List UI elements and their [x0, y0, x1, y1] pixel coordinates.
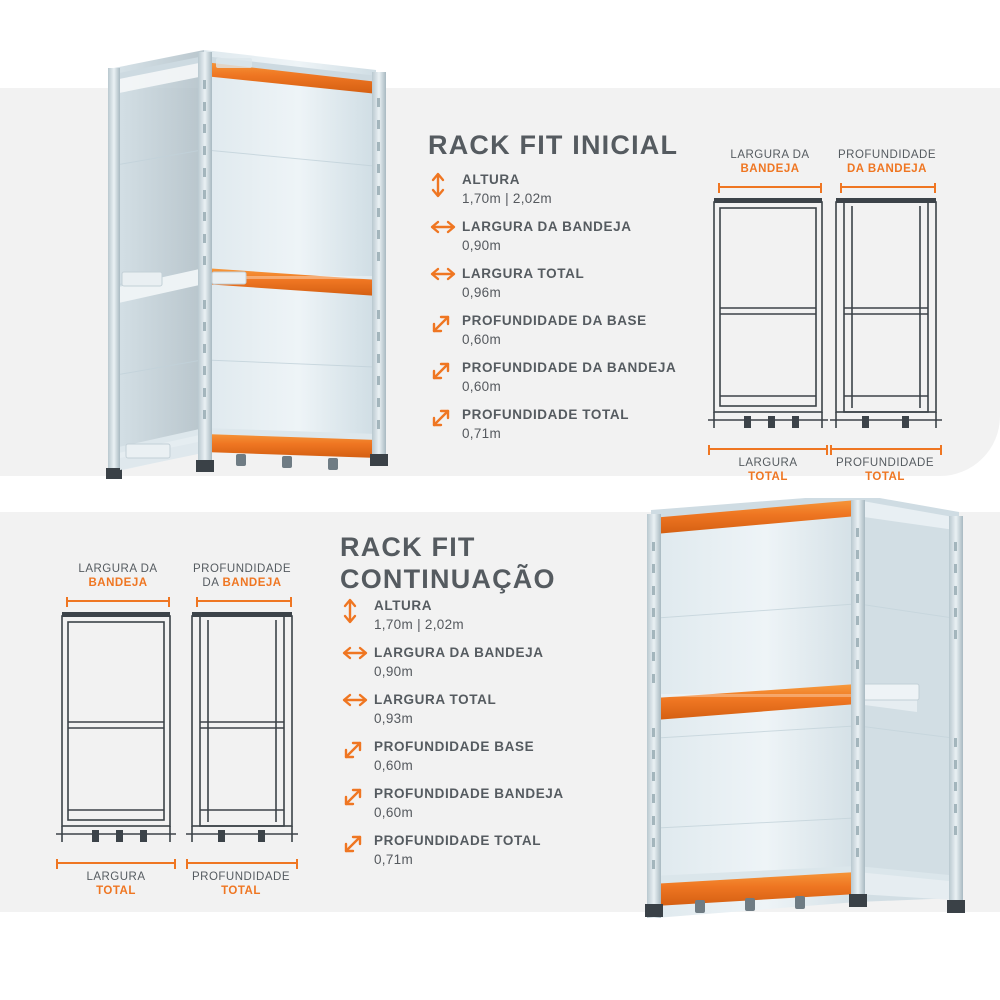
arrow-horizontal-icon — [342, 692, 368, 710]
spec-label: LARGURA TOTAL — [462, 266, 585, 281]
spec-row — [428, 219, 698, 253]
spec-label: PROFUNDIDADE TOTAL — [462, 407, 630, 422]
caption-line-2: TOTAL — [221, 885, 261, 898]
arrow-horizontal-icon — [430, 219, 456, 237]
arrow-diagonal-icon — [430, 360, 456, 378]
dimension-line-bottom — [708, 448, 828, 450]
caption-line-1: LARGURA — [86, 871, 146, 883]
wireframe-caption-bottom — [820, 456, 950, 485]
arrow-diagonal-icon — [430, 313, 456, 331]
wireframe-caption-top — [48, 562, 188, 591]
wireframe-caption-top — [700, 148, 840, 177]
caption-line-2: BANDEJA — [88, 577, 148, 590]
title-line-1: RACK FIT INICIAL — [428, 130, 679, 160]
front-view-drawing — [48, 610, 188, 860]
caption-line-2-wrap — [847, 163, 927, 175]
spec-value: 1,70m | 2,02m — [374, 617, 464, 632]
caption-line-1: LARGURA DA — [78, 563, 158, 575]
side-view-drawing — [822, 196, 952, 446]
arrow-up-icon — [342, 598, 368, 616]
caption-line-2: BANDEJA — [740, 163, 800, 176]
spec-label: PROFUNDIDADE DA BASE — [462, 313, 647, 328]
wireframe-caption-bottom — [48, 870, 184, 899]
page-title-inicial — [428, 130, 678, 162]
caption-line-1: PROFUNDIDADE — [835, 457, 934, 469]
arrow-up-icon — [430, 172, 456, 190]
arrow-diagonal-icon — [342, 833, 368, 851]
spec-value: 0,60m — [374, 758, 414, 773]
dimension-line-top — [196, 600, 292, 602]
side-view-drawing — [178, 610, 308, 860]
spec-list-continuacao — [340, 598, 610, 880]
arrow-horizontal-icon — [430, 266, 456, 284]
spec-row — [340, 786, 610, 820]
spec-label: ALTURA — [374, 598, 433, 613]
caption-line-2: TOTAL — [96, 885, 136, 898]
dimension-line-bottom — [186, 862, 298, 864]
spec-value: 0,90m — [374, 664, 414, 679]
spec-list-inicial — [428, 172, 698, 454]
spec-value: 0,71m — [374, 852, 414, 867]
arrow-horizontal-icon — [342, 645, 368, 663]
dimension-line-bottom — [56, 862, 176, 864]
spec-value: 0,71m — [462, 426, 502, 441]
caption-line-2: TOTAL — [865, 471, 905, 484]
caption-line-1: LARGURA — [738, 457, 798, 469]
spec-row — [340, 692, 610, 726]
spec-value: 0,96m — [462, 285, 502, 300]
spec-label: PROFUNDIDADE TOTAL — [374, 833, 542, 848]
spec-row — [340, 645, 610, 679]
caption-line-1: PROFUNDIDADE — [191, 871, 290, 883]
page-title-continuacao — [340, 532, 556, 596]
spec-row — [428, 360, 698, 394]
spec-label: PROFUNDIDADE DA BANDEJA — [462, 360, 677, 375]
caption-line-2-wrap: DA BANDEJA — [202, 577, 282, 590]
caption-line-1: LARGURA DA — [730, 149, 810, 161]
dimension-line-bottom — [830, 448, 942, 450]
dimension-line-top — [840, 186, 936, 188]
dimension-line-top — [718, 186, 822, 188]
wireframe-caption-bottom — [700, 456, 836, 485]
spec-label: LARGURA DA BANDEJA — [462, 219, 632, 234]
caption-line-1: PROFUNDIDADE — [192, 563, 291, 575]
spec-row — [340, 739, 610, 773]
caption-line-2: DA BANDEJA — [847, 163, 927, 176]
spec-value: 0,60m — [462, 379, 502, 394]
caption-line-2: TOTAL — [748, 471, 788, 484]
spec-value: 0,60m — [462, 332, 502, 347]
arrow-diagonal-icon — [430, 407, 456, 425]
spec-row — [428, 266, 698, 300]
dimension-line-top — [66, 600, 170, 602]
rack-photo-continuacao — [625, 498, 985, 938]
spec-row — [340, 833, 610, 867]
front-view-drawing — [700, 196, 840, 446]
spec-label: LARGURA TOTAL — [374, 692, 497, 707]
title-line-1: RACK FIT — [340, 532, 476, 562]
arrow-diagonal-icon — [342, 739, 368, 757]
spec-value: 0,90m — [462, 238, 502, 253]
spec-row — [428, 313, 698, 347]
spec-value: 0,60m — [374, 805, 414, 820]
spec-label: ALTURA — [462, 172, 521, 187]
caption-line-1: PROFUNDIDADE — [837, 149, 936, 161]
wireframe-caption-top — [178, 562, 306, 591]
spec-value: 1,70m | 2,02m — [462, 191, 552, 206]
rack-photo-inicial — [86, 40, 406, 480]
spec-label: PROFUNDIDADE BASE — [374, 739, 535, 754]
arrow-diagonal-icon — [342, 786, 368, 804]
spec-row — [428, 407, 698, 441]
wireframe-caption-bottom — [176, 870, 306, 899]
spec-label: LARGURA DA BANDEJA — [374, 645, 544, 660]
spec-label: PROFUNDIDADE BANDEJA — [374, 786, 564, 801]
spec-row — [340, 598, 610, 632]
spec-row — [428, 172, 698, 206]
title-line-2: CONTINUAÇÃO — [340, 563, 556, 594]
spec-value: 0,93m — [374, 711, 414, 726]
wireframe-caption-top — [822, 148, 952, 177]
